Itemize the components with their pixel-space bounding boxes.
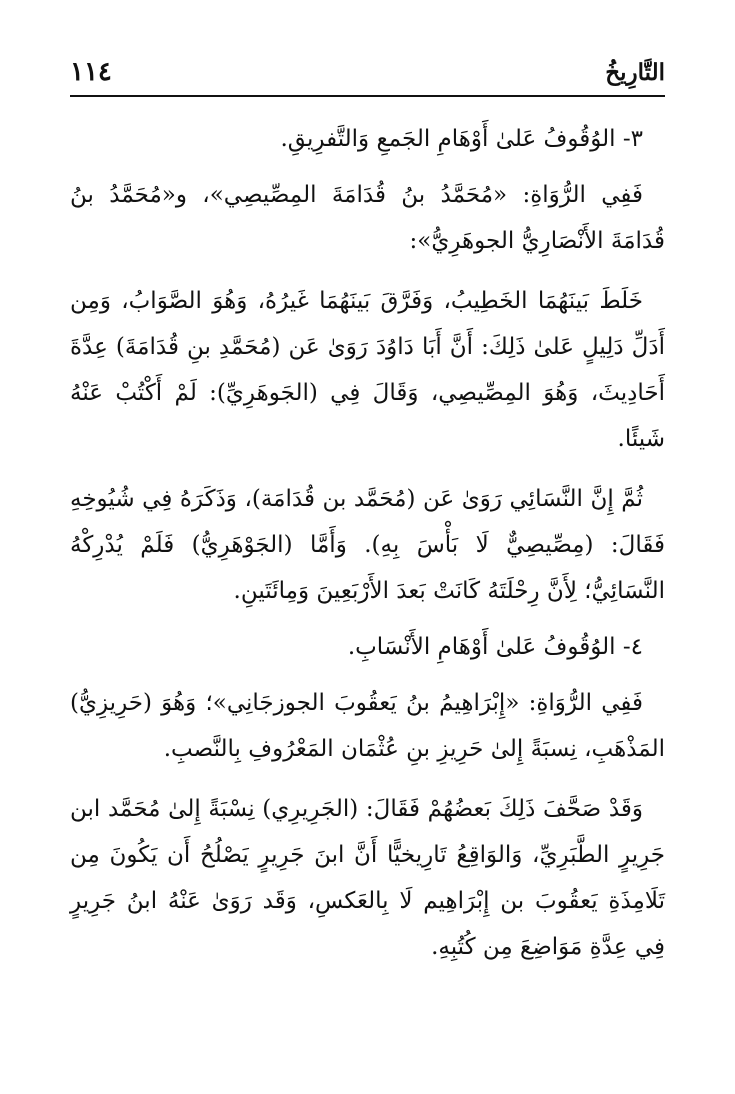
section-heading-3: ٣- الوُقُوفُ عَلىٰ أَوْهَامِ الجَمعِ وَالتَّفرِيقِ. — [280, 126, 643, 152]
paragraph: فَفِي الرُّوَاةِ: «إِبْرَاهِيمُ بنُ يَعقُوبَ الجوزجَانِي»؛ وَهُوَ (حَرِيزِيُّ) المَذْهَبِ، نِسبَةً إِلىٰ حَرِيزِ بنِ عُثْمَان المَعْرُوفِ بِالنَّصبِ. — [70, 690, 665, 762]
paragraph: خَلَطَ بَينَهُمَا الخَطِيبُ، وَفَرَّقَ بَينَهُمَا غَيرُهُ، وَهُوَ الصَّوَابُ، وَمِن أَدَلِّ دَلِيلٍ عَلىٰ ذَلِكَ: أَنَّ أَبَا دَاوُدَ رَوَىٰ عَن (مُحَمَّدِ بنِ قُدَامَةَ) عِدَّةَ أَحَادِيثَ، وَهُوَ المِصِّيصِي، وَقَالَ فِي (الجَوهَرِيِّ): لَمْ أَكْتُبْ عَنْهُ شَيئًا. — [70, 288, 665, 452]
page-number: ١١٤ — [70, 57, 112, 87]
paragraph: وَقَدْ صَحَّفَ ذَلِكَ بَعضُهُمْ فَقَالَ: (الجَرِيرِي) نِسْبَةً إِلىٰ مُحَمَّد ابن جَرِيرٍ الطَّبَرِيِّ، وَالوَاقِعُ تَارِيخيًّا أَنَّ ابنَ جَرِيرٍ يَصْلُحُ أَن يَكُونَ مِن تَلَامِذَةِ يَعقُوبَ بن إِبْرَاهِيم لَا بِالعَكسِ، وَقَد رَوَىٰ عَنْهُ ابنُ جَرِيرٍ فِي عِدَّةِ مَوَاضِعَ مِن كُتُبِهِ. — [70, 796, 666, 960]
paragraph: ثُمَّ إِنَّ النَّسَائِي رَوَىٰ عَن (مُحَمَّد بن قُدَامَة)، وَذَكَرَهُ فِي شُيُوخِهِ فَقَالَ: (مِصِّيصِيٌّ لَا بَأْسَ بِهِ). وَأَمَّا (الجَوْهَرِيُّ) فَلَمْ يُدْرِكْهُ النَّسَائِيُّ؛ لِأَنَّ رِحْلَتَهُ كَانَتْ بَعدَ الأَرْبَعِينَ وَمِائَتَينِ. — [70, 486, 665, 604]
header-rule — [70, 95, 665, 97]
section-heading-4: ٤- الوُقُوفُ عَلىٰ أَوْهَامِ الأَنْسَابِ. — [347, 634, 643, 660]
body-text — [70, 116, 665, 970]
paragraph: فَفِي الرُّوَاةِ: «مُحَمَّدُ بنُ قُدَامَةَ المِصِّيصِي»، و«مُحَمَّدُ بنُ قُدَامَةَ الأَنْصَارِيُّ الجوهَرِيُّ»: — [70, 182, 665, 254]
page-header — [70, 52, 665, 92]
book-page — [70, 0, 665, 1094]
running-title: التَّارِيخُ — [605, 58, 665, 86]
